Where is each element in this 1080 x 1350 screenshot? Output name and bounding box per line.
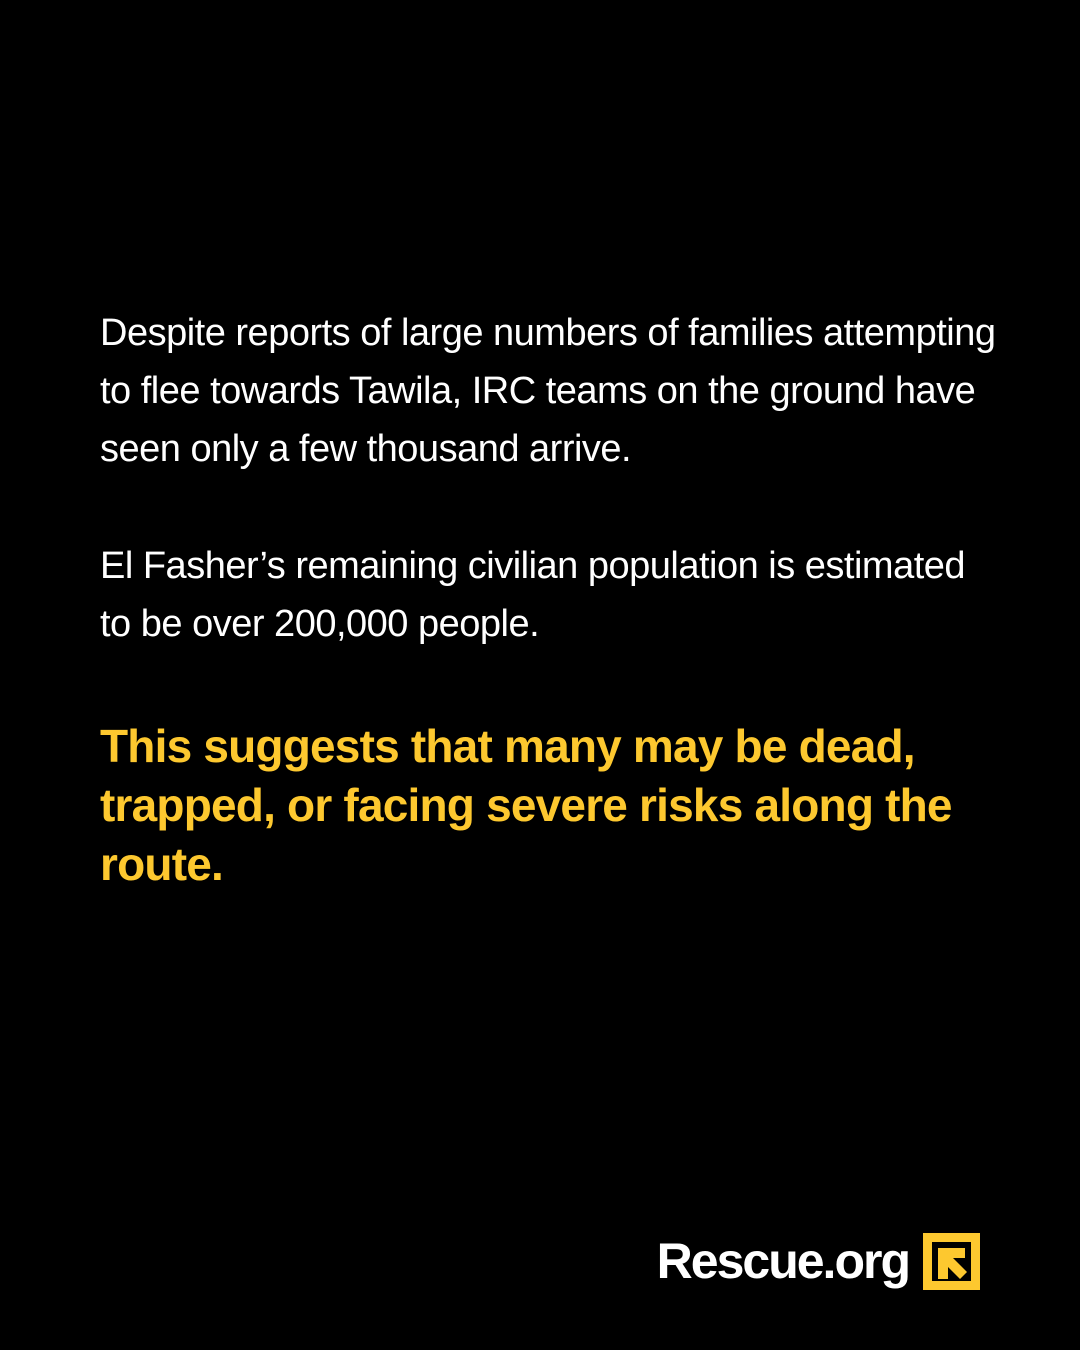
body-paragraph-2: El Fasher’s remaining civilian population is estimated to be over 200,000 people. xyxy=(100,545,966,645)
highlight-statement: This suggests that many may be dead, trapped, or facing severe risks along the route. xyxy=(100,720,952,890)
body-paragraph-1: Despite reports of large numbers of families attempting to flee towards Tawila, IRC teams on the ground have seen only a few thousand arrive. xyxy=(100,312,996,470)
irc-logo-icon xyxy=(923,1233,980,1290)
brand-name: Rescue.org xyxy=(656,1233,909,1289)
brand-footer xyxy=(657,1232,980,1290)
